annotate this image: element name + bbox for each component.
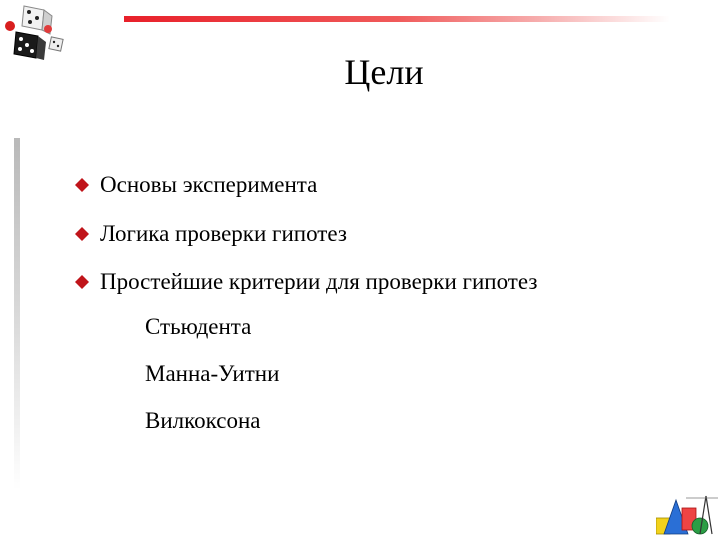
top-accent-bar — [124, 16, 670, 22]
diamond-bullet-icon — [74, 177, 90, 193]
bullet-item-1 — [74, 168, 317, 202]
left-accent-bar — [14, 138, 20, 490]
sub-item-wilcoxon: Вилкоксона — [145, 408, 261, 433]
bullet-text: Логика проверки гипотез — [100, 221, 347, 246]
geometric-shapes-icon — [656, 494, 718, 538]
slide-title: Цели — [344, 52, 424, 92]
red-ball — [5, 21, 15, 31]
sub-item-mann-whitney: Манна-Уитни — [145, 361, 280, 386]
diamond-bullet-icon — [74, 226, 90, 242]
bullet-item-2 — [74, 217, 347, 251]
bullet-text: Основы эксперимента — [100, 172, 318, 197]
bullet-text: Простейшие критерии для проверки гипотез — [100, 269, 538, 294]
small-white-die — [49, 37, 63, 51]
sub-item-student: Стьюдента — [145, 314, 252, 339]
diamond-bullet-icon — [74, 274, 90, 290]
bullet-item-3 — [74, 265, 537, 299]
